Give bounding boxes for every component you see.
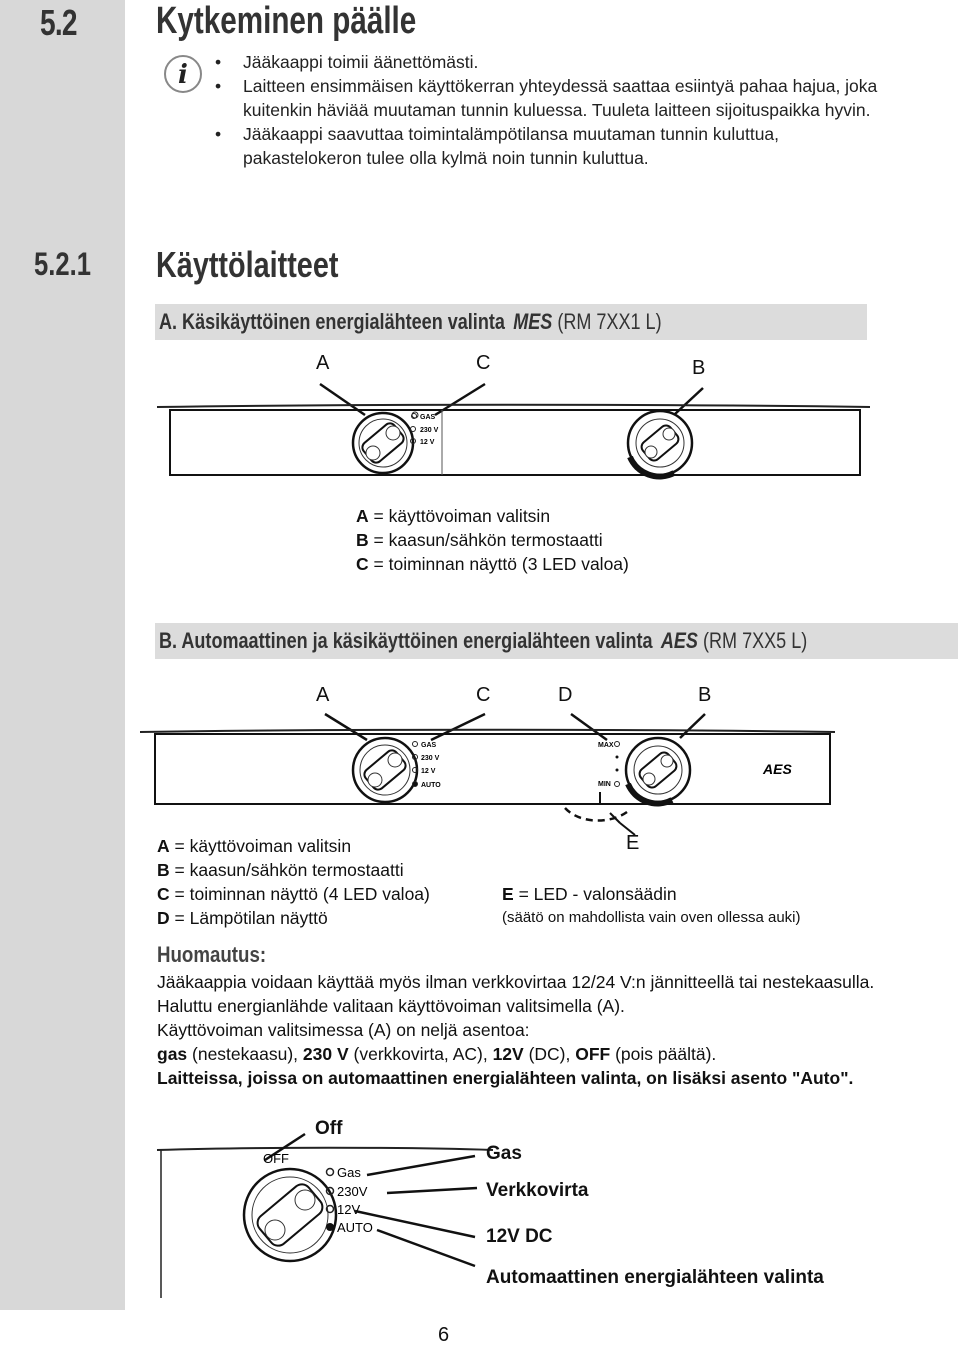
section-title: Kytkeminen päälle [156,0,417,42]
position-label: 230V [337,1184,368,1199]
led-label: 230 V [420,427,439,434]
led-label: GAS [420,414,436,421]
panel-a-heading: A. Käsikäyttöinen energialähteen valinta MES (RM 7XX1 L) [159,309,662,334]
legend-row: E = LED - valonsäädin [502,884,677,904]
panel-b-legend-e [502,882,801,930]
subsection-number: 5.2.1 [34,246,91,282]
led-label: 230 V [421,755,440,762]
panel-a-legend [356,504,629,576]
bullet-item: • Jääkaappi toimii äänettömästi. [215,50,943,74]
position-label: Gas [337,1165,361,1180]
panel-a-label-b: B [692,357,706,379]
position-label: 12V [337,1202,361,1217]
page-number: 6 [438,1324,450,1346]
note-positions: gas (nestekaasu), 230 V (verkkovirta, AC), 12V (DC), OFF (pois päältä). [157,1044,717,1064]
legend-row: B = kaasun/sähkön termostaatti [157,860,404,880]
panel-b-heading-bar [155,623,958,659]
panel-b-label-e: E [626,832,640,854]
selector-dial [353,413,413,473]
thermostat-dial [626,738,690,803]
dial-off-label: OFF [263,1151,289,1166]
legend-row: B = kaasun/sähkön termostaatti [356,530,603,550]
note-body [157,970,877,1090]
intro-bullets [215,50,943,170]
legend-note: (säätö on mahdollista vain oven ollessa auki) [502,909,801,926]
callout-dc: 12V DC [486,1226,553,1247]
callout-gas: Gas [486,1143,522,1164]
info-icon [163,54,203,94]
panel-a-illustration [155,370,875,490]
panel-b-label-a: A [316,684,330,706]
bullet-item: • Jääkaappi saavuttaa toimintalämpötilansa muutaman tunnin kuluttua, pakastelokeron tulee olla kylmä noin tunnin kuluttua. [215,122,883,170]
panel-a-label-a: A [316,352,330,374]
svg-text:i: i [178,60,188,90]
panel-b-label-b: B [698,684,712,706]
selector-dial [353,738,417,802]
panel-b-label-d: D [558,684,573,706]
legend-row: A = käyttövoiman valitsin [157,836,352,856]
section-number: 5.2 [40,2,77,43]
note-line: Käyttövoiman valitsimessa (A) on neljä asentoa: [157,1020,530,1040]
callout-auto: Automaattinen energialähteen valinta [486,1267,824,1288]
callout-off: Off [315,1118,343,1139]
led-label: GAS [421,742,437,749]
subsection-title: Käyttölaitteet [156,244,339,285]
panel-a-label-c: C [476,352,491,374]
panel-b-label-c: C [476,684,491,706]
led-label: 12 V [421,768,436,775]
note-line: Jääkaappia voidaan käyttää myös ilman verkkovirtaa 12/24 V:n jännitteellä tai nestekaasulla. Haluttu energianlähde valitaan käyttövoiman valitsimella (A). [157,972,875,1016]
note-heading: Huomautus: [157,942,267,967]
panel-b-legend [157,834,430,930]
selector-dial [244,1169,336,1261]
selector-detail-illustration [155,1120,495,1300]
led-label: 12 V [420,439,435,446]
thermostat-dial [628,411,692,476]
temp-max-label: MAX [598,742,614,749]
note-line-bold: Laitteissa, joissa on automaattinen energialähteen valinta, on lisäksi asento "Auto". [157,1068,854,1088]
bullet-item: • Laitteen ensimmäisen käyttökerran yhteydessä saattaa esiintyä pahaa hajua, joka kuitenkin häviää muutaman tunnin kuluessa. Tuuleta laitteen sijoituspaikka hyvin. [215,74,943,122]
legend-row: C = toiminnan näyttö (3 LED valoa) [356,554,629,574]
legend-row: C = toiminnan näyttö (4 LED valoa) [157,884,430,904]
position-label: AUTO [337,1220,373,1235]
panel-b-heading: B. Automaattinen ja käsikäyttöinen energialähteen valinta AES (RM 7XX5 L) [159,628,808,653]
legend-row: D = Lämpötilan näyttö [157,908,328,928]
panel-b-illustration [135,700,855,850]
legend-row: A = käyttövoiman valitsin [356,506,551,526]
callout-mains: Verkkovirta [486,1180,589,1201]
aes-logo: AES [763,761,792,777]
temp-min-label: MIN [598,781,611,788]
led-label: AUTO [421,782,441,789]
panel-a-heading-bar [155,304,867,340]
sidebar-band [0,0,125,1310]
